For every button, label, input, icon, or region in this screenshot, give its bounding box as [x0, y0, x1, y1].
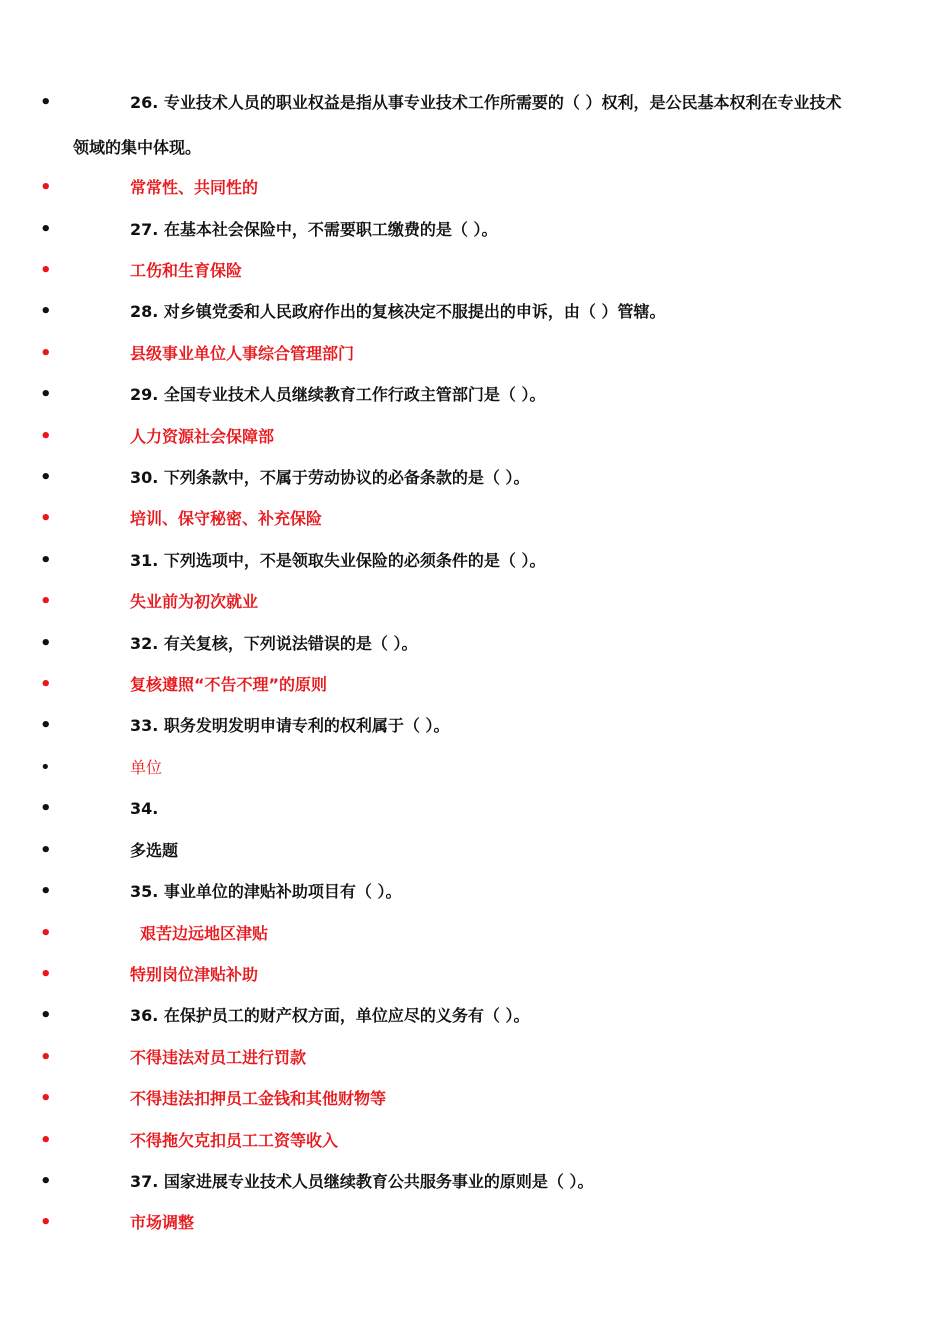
- question-text: 35. 事业单位的津贴补助项目有（ ）。: [130, 882, 402, 901]
- question-text: 32. 有关复核，下列说法错误的是（ ）。: [130, 634, 418, 653]
- question-text: 28. 对乡镇党委和人民政府作出的复核决定不服提出的申诉，由（ ）管辖。: [130, 302, 666, 321]
- bullet-icon: •: [40, 92, 52, 113]
- bullet-icon: •: [40, 674, 52, 695]
- question-text: 29. 全国专业技术人员继续教育工作行政主管部门是（ ）。: [130, 385, 546, 404]
- answer-text: 艰苦边远地区津贴: [140, 924, 269, 943]
- answer-text: 县级事业单位人事综合管理部门: [130, 344, 355, 363]
- answer-text: 特别岗位津贴补助: [130, 965, 259, 984]
- answer-text: 常常性、共同性的: [130, 178, 259, 197]
- bullet-icon: •: [40, 1005, 52, 1026]
- answer-text: 市场调整: [130, 1213, 195, 1232]
- section-heading: 多选题: [130, 841, 179, 860]
- question-text: 33. 职务发明发明申请专利的权利属于（ ）。: [130, 716, 450, 735]
- bullet-icon: •: [40, 467, 52, 488]
- bullet-icon: •: [40, 798, 52, 819]
- answer-text: 不得违法对员工进行罚款: [130, 1048, 307, 1067]
- answer-text: 培训、保守秘密、补充保险: [130, 509, 323, 528]
- bullet-icon: •: [40, 757, 51, 778]
- bullet-icon: •: [40, 426, 52, 447]
- question-text-continuation: 领域的集中体现。: [73, 138, 202, 157]
- bullet-icon: •: [40, 1212, 52, 1233]
- question-text: 27. 在基本社会保险中，不需要职工缴费的是（ ）。: [130, 220, 498, 239]
- bullet-icon: •: [40, 591, 52, 612]
- answer-text: 工伤和生育保险: [130, 261, 243, 280]
- answer-text: 人力资源社会保障部: [130, 427, 275, 446]
- bullet-icon: •: [40, 301, 52, 322]
- bullet-icon: •: [40, 840, 52, 861]
- answer-text: 复核遵照“不告不理”的原则: [130, 675, 328, 694]
- question-text: 34.: [130, 799, 159, 818]
- answer-text: 不得拖欠克扣员工工资等收入: [130, 1131, 339, 1150]
- bullet-icon: •: [40, 343, 52, 364]
- question-text: 31. 下列选项中，不是领取失业保险的必须条件的是（ ）。: [130, 551, 546, 570]
- bullet-icon: •: [40, 508, 52, 529]
- bullet-icon: •: [40, 177, 52, 198]
- bullet-icon: •: [40, 1130, 52, 1151]
- bullet-icon: •: [40, 881, 52, 902]
- bullet-icon: •: [40, 923, 52, 944]
- bullet-icon: •: [40, 715, 52, 736]
- question-text: 30. 下列条款中，不属于劳动协议的必备条款的是（ ）。: [130, 468, 530, 487]
- bullet-icon: •: [40, 384, 52, 405]
- bullet-icon: •: [40, 260, 52, 281]
- answer-text: 不得违法扣押员工金钱和其他财物等: [130, 1089, 387, 1108]
- bullet-icon: •: [40, 964, 52, 985]
- bullet-icon: •: [40, 1047, 52, 1068]
- bullet-icon: •: [40, 550, 52, 571]
- question-text: 36. 在保护员工的财产权方面，单位应尽的义务有（ ）。: [130, 1006, 530, 1025]
- question-text: 37. 国家进展专业技术人员继续教育公共服务事业的原则是（ ）。: [130, 1172, 594, 1191]
- bullet-icon: •: [40, 1088, 52, 1109]
- bullet-icon: •: [40, 219, 52, 240]
- question-text: 26. 专业技术人员的职业权益是指从事专业技术工作所需要的（ ）权利，是公民基本权利在专业技术: [130, 93, 842, 112]
- answer-text: 单位: [130, 758, 163, 777]
- bullet-icon: •: [40, 633, 52, 654]
- bullet-icon: •: [40, 1171, 52, 1192]
- answer-text: 失业前为初次就业: [130, 592, 259, 611]
